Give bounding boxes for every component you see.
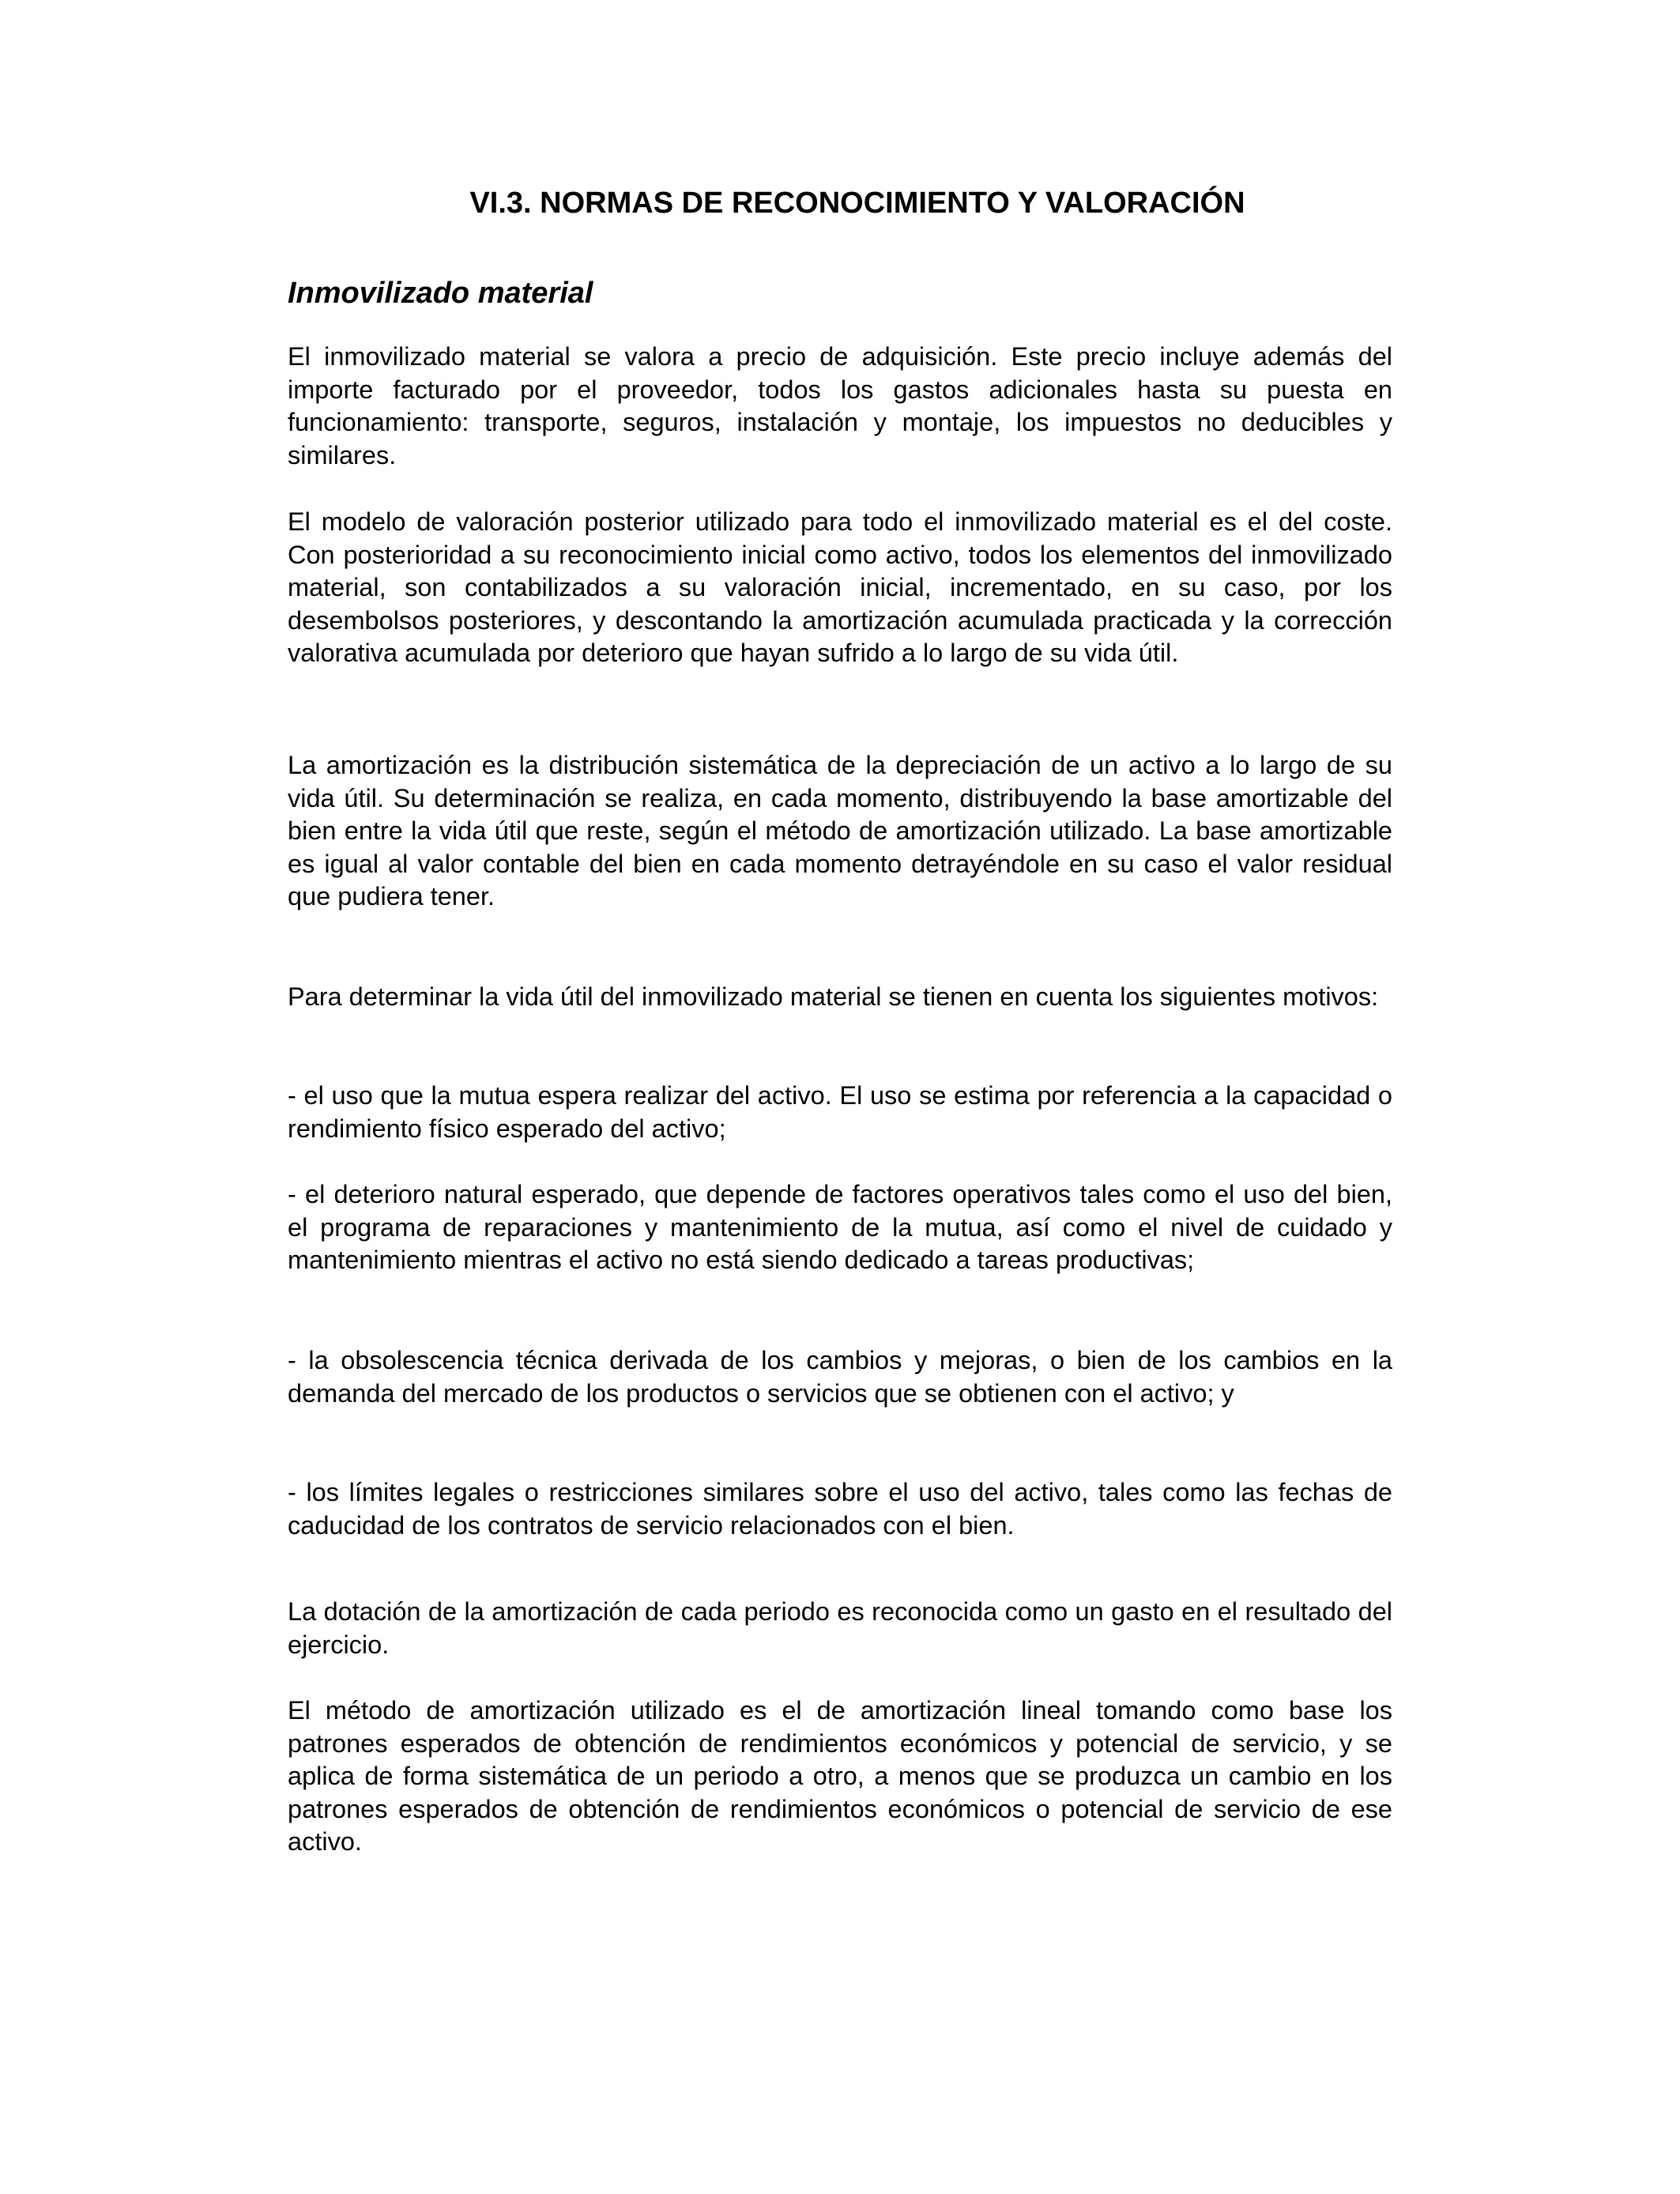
- list-item-uso: - el uso que la mutua espera realizar del activo. El uso se estima por referencia a la capacidad o rendimiento físico esperado del activo;: [288, 1081, 1392, 1143]
- list-item-obsolescencia: - la obsolescencia técnica derivada de los cambios y mejoras, o bien de los cambios en la demanda del mercado de los productos o servicios que se obtienen con el activo; y: [288, 1346, 1392, 1408]
- list-item-deterioro: - el deterioro natural esperado, que depende de factores operativos tales como el uso del bien, el programa de reparaciones y mantenimiento de la mutua, así como el nivel de cuidado y mantenimiento mientras el activo no está siendo dedicado a tareas productivas;: [288, 1180, 1392, 1274]
- page-title: VI.3. NORMAS DE RECONOCIMIENTO Y VALORACIÓN: [469, 187, 1245, 220]
- section-heading: Inmovilizado material: [288, 277, 593, 310]
- paragraph-vida-util-intro: Para determinar la vida útil del inmovilizado material se tienen en cuenta los siguientes motivos:: [288, 982, 1379, 1011]
- paragraph-amortizacion: La amortización es la distribución sistemática de la depreciación de un activo a lo largo de su vida útil. Su determinación se realiza, en cada momento, distribuyendo la base amortizable del bien entre la vida útil que reste, según el método de amortización utilizado. La base amortizable es igual al valor contable del bien en cada momento detrayéndole en su caso el valor residual que pudiera tener.: [288, 751, 1392, 910]
- list-item-limites-legales: - los límites legales o restricciones similares sobre el uso del activo, tales como las fechas de caducidad de los contratos de servicio relacionados con el bien.: [288, 1478, 1392, 1540]
- paragraph-modelo-valoracion: El modelo de valoración posterior utilizado para todo el inmovilizado material es el del coste. Con posterioridad a su reconocimiento inicial como activo, todos los elementos del inmovilizado material, son contabilizados a su valoración inicial, incrementado, en su caso, por los desembolsos posteriores, y descontando la amortización acumulada practicada y la corrección valorativa acumulada por deterioro que hayan sufrido a lo largo de su vida útil.: [288, 507, 1392, 667]
- paragraph-dotacion: La dotación de la amortización de cada periodo es reconocida como un gasto en el resultado del ejercicio.: [288, 1597, 1392, 1659]
- paragraph-metodo-amortizacion: El método de amortización utilizado es el de amortización lineal tomando como base los patrones esperados de obtención de rendimientos económicos y potencial de servicio, y se aplica de forma sistemática de un periodo a otro, a menos que se produzca un cambio en los patrones esperados de obtención de rendimientos económicos o potencial de servicio de ese activo.: [288, 1696, 1392, 1856]
- paragraph-adquisicion: El inmovilizado material se valora a precio de adquisición. Este precio incluye además del importe facturado por el proveedor, todos los gastos adicionales hasta su puesta en funcionamiento: transporte, seguros, instalación y montaje, los impuestos no deducibles y similares.: [288, 342, 1392, 469]
